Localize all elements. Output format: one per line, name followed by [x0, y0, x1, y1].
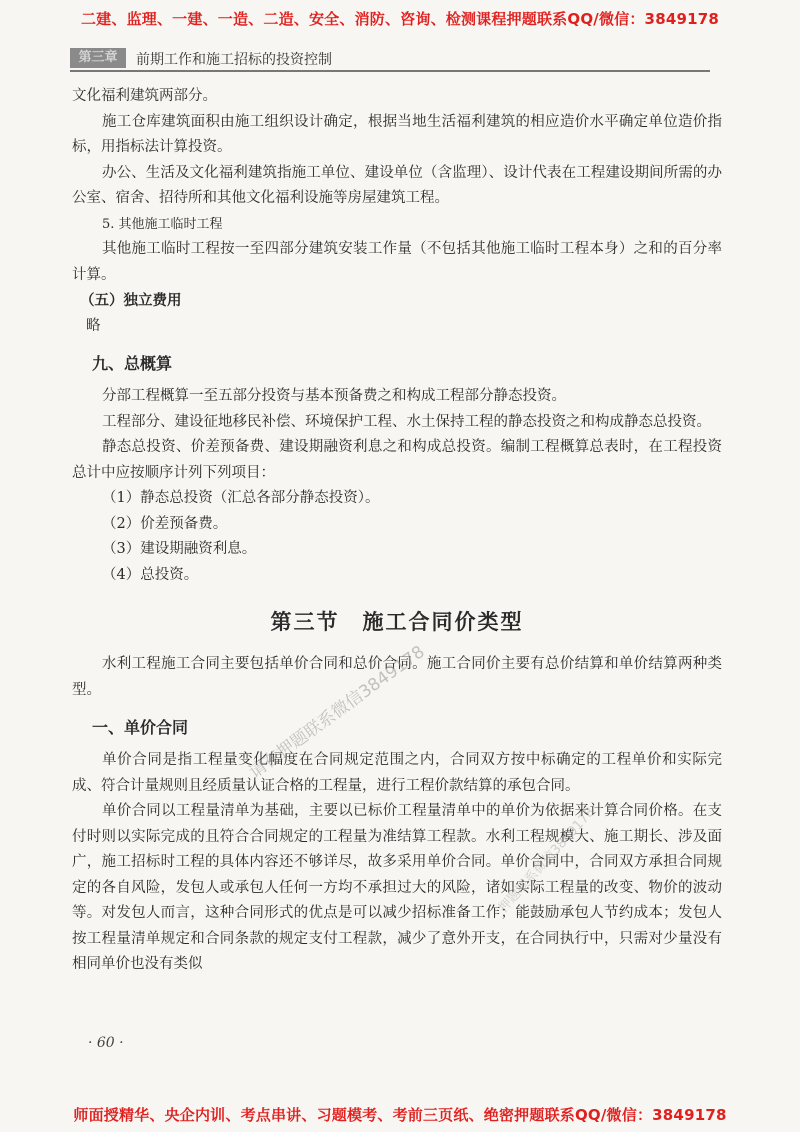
- list-item: （3）建设期融资利息。: [102, 541, 257, 557]
- paragraph: 施工仓库建筑面积由施工组织设计确定，根据当地生活福利建筑的相应造价水平确定单位造价指标，用指标法计算投资。: [72, 113, 722, 155]
- chapter-label: 第三章: [70, 48, 126, 68]
- paragraph: 略: [86, 317, 101, 334]
- paragraph: 办公、生活及文化福利建筑指施工单位、建设单位（含监理）、设计代表在工程建设期间所需的办公室、宿舍、招待所和其他文化福利设施等房屋建筑工程。: [72, 164, 722, 206]
- paragraph: 工程部分、建设征地移民补偿、环境保护工程、水土保持工程的静态投资之和构成静态总投资。: [102, 413, 711, 430]
- page-body: [72, 84, 722, 978]
- list-item: （4）总投资。: [102, 566, 199, 583]
- paragraph: 分部工程概算一至五部分投资与基本预备费之和构成工程部分静态投资。: [102, 388, 566, 404]
- heading-total-estimate: 九、总概算: [92, 354, 173, 373]
- paragraph: 单价合同是指工程量变化幅度在合同规定范围之内，合同双方按中标确定的工程单价和实际完成、符合计量规则且经质量认证合格的工程量，进行工程价款结算的承包合同。: [72, 752, 722, 794]
- watermark-text-small: 押题联系微信3849178: [495, 804, 598, 916]
- section-title: 第三节 施工合同价类型: [270, 609, 524, 634]
- paragraph: 其他施工临时工程按一至四部分建筑安装工作量（不包括其他施工临时工程本身）之和的百分率计算。: [72, 241, 722, 283]
- heading-independent-costs: （五）独立费用: [80, 292, 182, 309]
- heading-unit-price-contract: 一、单价合同: [92, 718, 189, 737]
- paragraph: 单价合同以工程量清单为基础，主要以已标价工程量清单中的单价为依据来计算合同价格。在支付时则以实际完成的且符合合同规定的工程量为准结算工程款。水利工程规模大、施工期长、涉及面广，施工招标时工程的具体内容还不够详尽，故多采用单价合同。单价合同中，合同双方承担合同规定的各自风险，发包人或承包人任何一方均不承担过大的风险，诸如实际工程量的改变、物价的波动等。对发包人而言，这种合同形式的优点是可以减少招标准备工作；能鼓励承包人节约成本；发包人按工程量清单规定和合同条款的规定支付工程款，减少了意外开支，在合同执行中，只需对少量没有相同单价也没有类似: [72, 803, 722, 972]
- subheading-other-temp-works: 5. 其他施工临时工程: [102, 216, 223, 232]
- paragraph: 文化福利建筑两部分。: [72, 88, 217, 104]
- paragraph: 水利工程施工合同主要包括单价合同和总价合同。施工合同价主要有总价结算和单价结算两种类型。: [72, 656, 722, 698]
- list-item: （2）价差预备费。: [102, 515, 228, 532]
- chapter-title: 前期工作和施工招标的投资控制: [136, 52, 332, 68]
- paragraph: 静态总投资、价差预备费、建设期融资利息之和构成总投资。编制工程概算总表时，在工程投资总计中应按顺序计列下列项目：: [72, 439, 722, 481]
- watermark-text: 请在押题联系微信3849178: [245, 641, 429, 783]
- promo-banner-bottom: 师面授精华、央企内训、考点串讲、习题模考、考前三页纸、绝密押题联系QQ/微信：3849178: [73, 1106, 727, 1124]
- running-header: [70, 48, 710, 72]
- list-item: （1）静态总投资（汇总各部分静态投资）。: [102, 490, 380, 506]
- promo-banner-top: 二建、监理、一建、一造、二造、安全、消防、咨询、检测课程押题联系QQ/微信：3849178: [80, 10, 720, 28]
- page-number: · 60 ·: [88, 1035, 124, 1051]
